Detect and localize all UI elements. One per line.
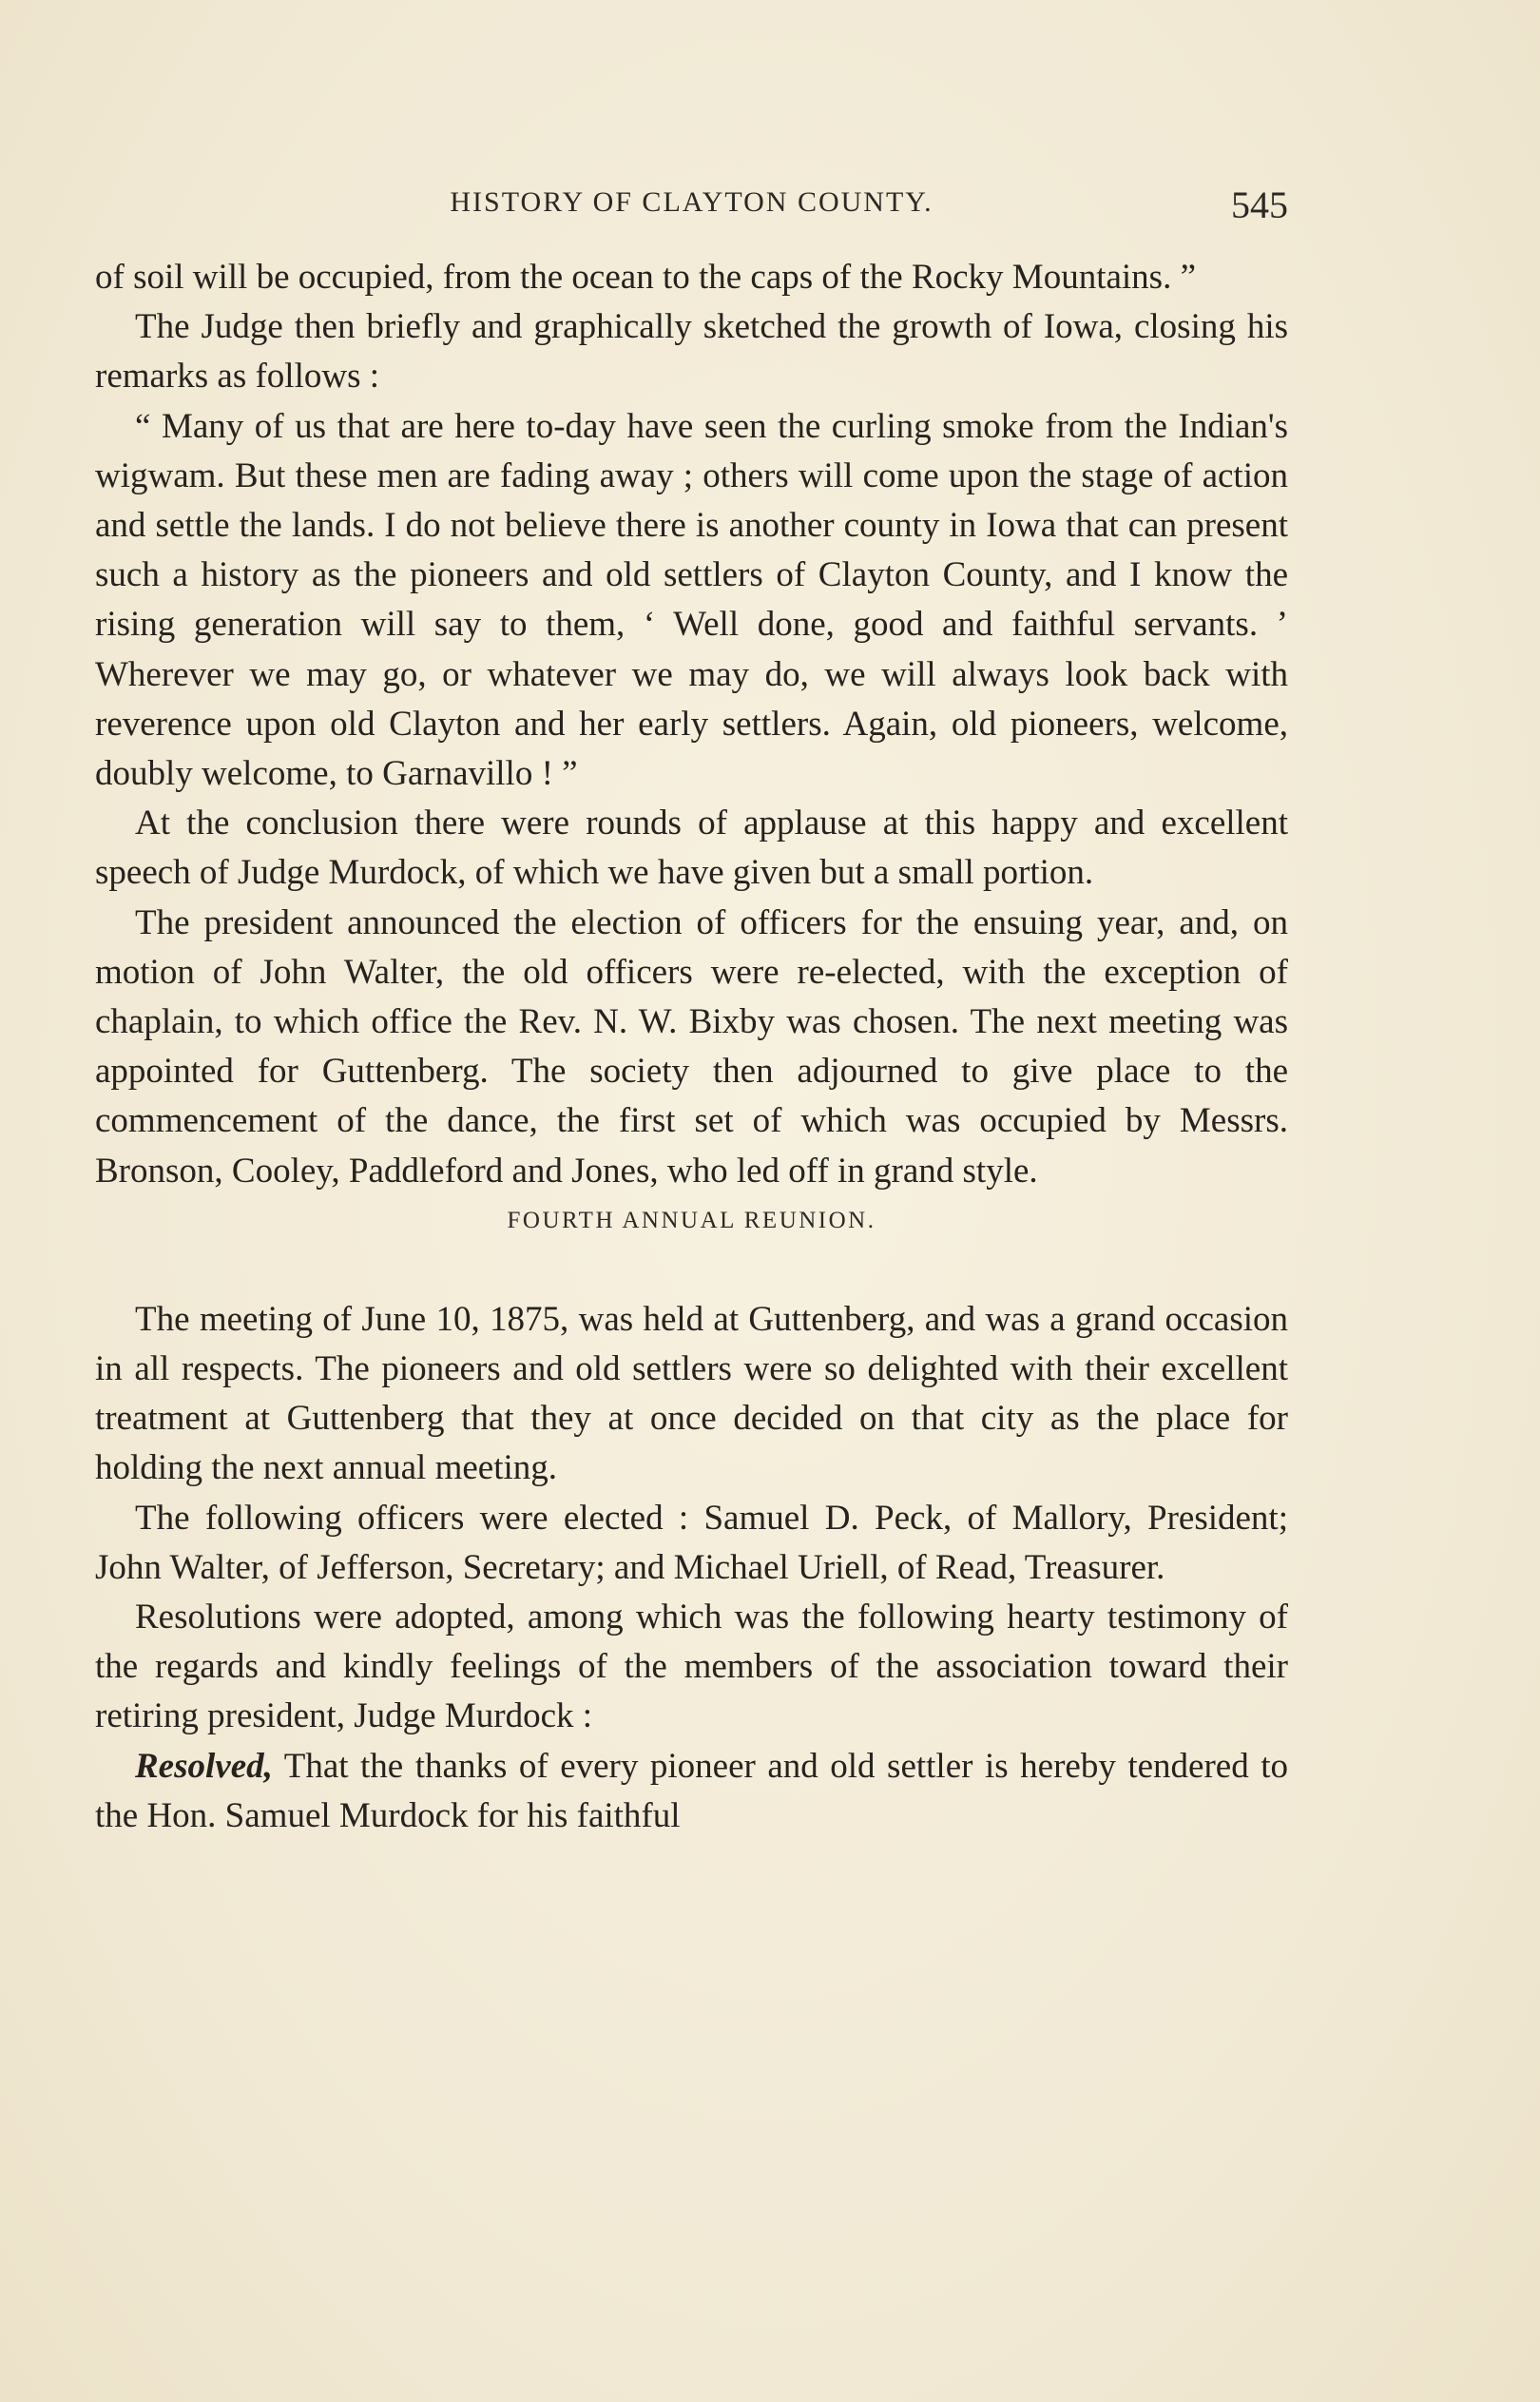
page-body [95, 253, 1288, 1841]
running-head: HISTORY OF CLAYTON COUNTY. [450, 186, 934, 218]
section-heading: FOURTH ANNUAL REUNION. [507, 1207, 876, 1233]
resolved-lead: Resolved, [135, 1746, 273, 1786]
paragraph-continued: of soil will be occupied, from the ocean to the caps of the Rocky Mountains. ” [95, 258, 1197, 297]
page-header [95, 183, 1288, 240]
paragraph: The following officers were elected : Samuel D. Peck, of Mallory, President; John Walter, of Jefferson, Secretary; and Michael Uriell, of Read, Treasurer. [95, 1498, 1288, 1587]
paragraph: The president announced the election of officers for the ensuing year, and, on motion of John Walter, the old officers were re-elected, with the exception of chaplain, to which office the Rev. N. W. Bixby was chosen. The next meeting was appointed for Guttenberg. The society then adjourned to give place to the commencement of the dance, the first set of which was occupied by Messrs. Bronson, Cooley, Paddleford and Jones, who led off in grand style. [95, 902, 1288, 1191]
paragraph: Resolutions were adopted, among which was the following hearty testimony of the regards and kindly feelings of the members of the association toward their retiring president, Judge Murdock : [95, 1598, 1288, 1736]
resolution-text: That the thanks of every pioneer and old settler is hereby tendered to the Hon. Samuel Murdock for his faithful [95, 1746, 1288, 1835]
paragraph-quote: “ Many of us that are here to-day have seen the curling smoke from the Indian's wigwam. But these men are fading away ; others will come upon the stage of action and settle the lands. I do not believe there is another county in Iowa that can present such a history as the pioneers and old settlers of Clayton County, and I know the rising generation will say to them, ‘ Well done, good and faithful servants. ’ Wherever we may go, or whatever we may do, we will always look back with reverence upon old Clayton and her early settlers. Again, old pioneers, welcome, doubly welcome, to Garnavillo ! ” [95, 406, 1288, 794]
paragraph: The Judge then briefly and graphically sketched the growth of Iowa, closing his remarks as follows : [95, 307, 1288, 397]
paragraph: The meeting of June 10, 1875, was held at Guttenberg, and was a grand occasion in all respects. The pioneers and old settlers were so delighted with their excellent treatment at Guttenberg that they at once decided on that city as the place for holding the next annual meeting. [95, 1299, 1288, 1488]
paragraph: At the conclusion there were rounds of applause at this happy and excellent speech of Judge Murdock, of which we have given but a small portion. [95, 804, 1288, 893]
resolution-paragraph [95, 1742, 1288, 1841]
page-number: 545 [1231, 184, 1288, 226]
